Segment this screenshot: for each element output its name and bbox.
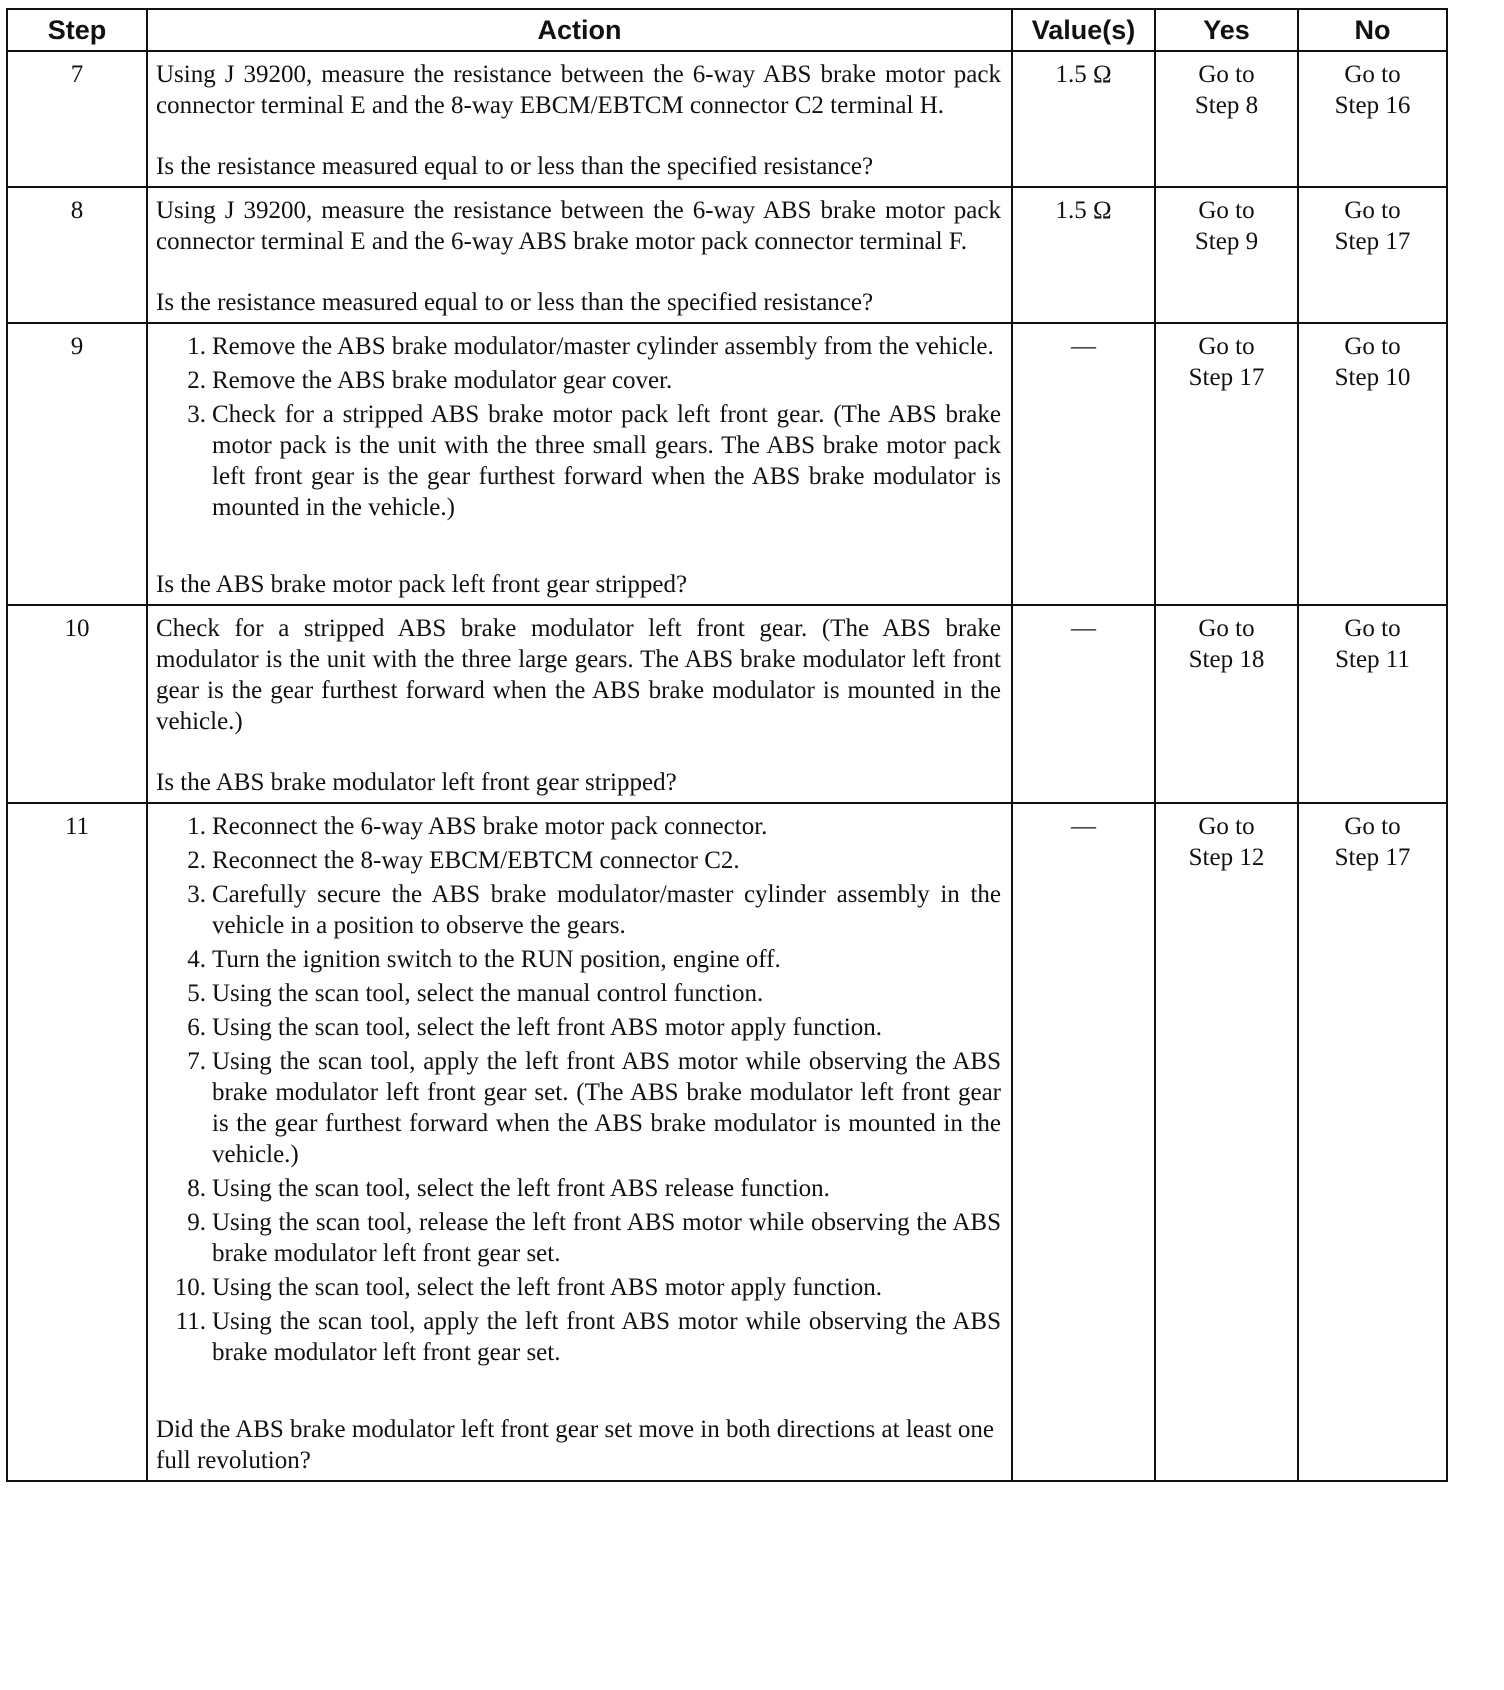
yes-cell bbox=[1155, 803, 1298, 1481]
yes-step: Step 12 bbox=[1188, 844, 1265, 871]
action-list bbox=[156, 331, 1001, 523]
list-item bbox=[156, 331, 1001, 362]
list-item-number: 5. bbox=[187, 980, 206, 1007]
list-item-text: Remove the ABS brake modulator gear cover. bbox=[212, 367, 673, 394]
diagnostic-table bbox=[6, 8, 1448, 1482]
yes-goto: Go to bbox=[1198, 615, 1255, 642]
table-row-step-11 bbox=[7, 803, 1447, 1481]
value-cell: 1.5 Ω bbox=[1012, 51, 1155, 187]
yes-step: Step 18 bbox=[1188, 646, 1265, 673]
list-item-text: Using the scan tool, select the left front ABS release function. bbox=[212, 1175, 830, 1202]
list-item bbox=[156, 811, 1001, 842]
list-item bbox=[156, 1012, 1001, 1043]
step-number: 11 bbox=[7, 803, 147, 1481]
list-item-number: 4. bbox=[187, 946, 206, 973]
no-cell bbox=[1298, 803, 1447, 1481]
list-item-number: 11. bbox=[175, 1308, 206, 1335]
no-goto: Go to bbox=[1344, 61, 1401, 88]
value-cell: — bbox=[1012, 803, 1155, 1481]
yes-step: Step 17 bbox=[1188, 364, 1265, 391]
action-text: Check for a stripped ABS brake modulator left front gear. (The ABS brake modulator is the unit with the three large gears. The ABS brake modulator left front gear is the gear furthest forward when the ABS brake modulator is mounted in the vehicle.) bbox=[156, 615, 1001, 735]
action-question: Did the ABS brake modulator left front gear set move in both directions at least one full revolution? bbox=[156, 1416, 994, 1474]
action-list bbox=[156, 811, 1001, 1368]
list-item-number: 6. bbox=[187, 1014, 206, 1041]
yes-cell bbox=[1155, 187, 1298, 323]
header-row bbox=[7, 9, 1447, 51]
diagnostic-page bbox=[6, 8, 1446, 1482]
list-item bbox=[156, 1173, 1001, 1204]
list-item bbox=[156, 365, 1001, 396]
no-step: Step 11 bbox=[1335, 646, 1410, 673]
action-text: Using J 39200, measure the resistance between the 6-way ABS brake motor pack connector terminal E and the 6-way ABS brake motor pack connector terminal F. bbox=[156, 197, 1001, 255]
table-row-step-8 bbox=[7, 187, 1447, 323]
yes-goto: Go to bbox=[1198, 197, 1255, 224]
action-text: Using J 39200, measure the resistance between the 6-way ABS brake motor pack connector terminal E and the 8-way EBCM/EBTCM connector C2 terminal H. bbox=[156, 61, 1001, 119]
list-item bbox=[156, 1272, 1001, 1303]
no-step: Step 10 bbox=[1334, 364, 1411, 391]
action-question: Is the ABS brake motor pack left front gear stripped? bbox=[156, 571, 688, 598]
table-row-step-7 bbox=[7, 51, 1447, 187]
yes-step: Step 9 bbox=[1194, 228, 1259, 255]
no-goto: Go to bbox=[1344, 333, 1401, 360]
list-item-text: Using the scan tool, release the left front ABS motor while observing the ABS brake modulator left front gear set. bbox=[212, 1209, 1001, 1267]
step-number: 9 bbox=[7, 323, 147, 605]
list-item-number: 2. bbox=[187, 367, 206, 394]
action-cell bbox=[147, 51, 1012, 187]
list-item bbox=[156, 1306, 1001, 1368]
step-number: 10 bbox=[7, 605, 147, 803]
list-item-number: 10. bbox=[174, 1274, 206, 1301]
list-item-text: Using the scan tool, select the left front ABS motor apply function. bbox=[212, 1014, 883, 1041]
step-number: 7 bbox=[7, 51, 147, 187]
no-cell bbox=[1298, 605, 1447, 803]
list-item-number: 2. bbox=[187, 847, 206, 874]
no-goto: Go to bbox=[1344, 813, 1401, 840]
yes-cell bbox=[1155, 51, 1298, 187]
list-item-text: Reconnect the 6-way ABS brake motor pack connector. bbox=[212, 813, 768, 840]
list-item bbox=[156, 944, 1001, 975]
value-cell: — bbox=[1012, 605, 1155, 803]
yes-cell bbox=[1155, 605, 1298, 803]
no-step: Step 17 bbox=[1334, 228, 1411, 255]
list-item-number: 1. bbox=[187, 333, 206, 360]
yes-goto: Go to bbox=[1198, 813, 1255, 840]
table-row-step-9 bbox=[7, 323, 1447, 605]
yes-goto: Go to bbox=[1198, 333, 1255, 360]
value-cell: 1.5 Ω bbox=[1012, 187, 1155, 323]
list-item-text: Check for a stripped ABS brake motor pack left front gear. (The ABS brake motor pack is the unit with the three small gears. The ABS brake motor pack left front gear is the gear furthest forward when the ABS brake modulator is mounted in the vehicle.) bbox=[212, 401, 1001, 521]
value-cell: — bbox=[1012, 323, 1155, 605]
list-item-text: Using the scan tool, select the manual control function. bbox=[212, 980, 764, 1007]
list-item-number: 1. bbox=[187, 813, 206, 840]
no-goto: Go to bbox=[1344, 197, 1401, 224]
no-cell bbox=[1298, 323, 1447, 605]
list-item-text: Reconnect the 8-way EBCM/EBTCM connector C2. bbox=[212, 847, 740, 874]
list-item-text: Using the scan tool, apply the left front ABS motor while observing the ABS brake modulator left front gear set. (The ABS brake modulator left front gear is the gear furthest forward when the ABS brake modulator is mounted in the vehicle.) bbox=[212, 1048, 1001, 1168]
yes-step: Step 8 bbox=[1194, 92, 1259, 119]
list-item bbox=[156, 879, 1001, 941]
list-item-number: 9. bbox=[187, 1209, 206, 1236]
action-question: Is the ABS brake modulator left front gear stripped? bbox=[156, 769, 677, 796]
action-question: Is the resistance measured equal to or less than the specified resistance? bbox=[156, 289, 874, 316]
header-step: Step bbox=[7, 9, 147, 51]
action-cell bbox=[147, 187, 1012, 323]
list-item bbox=[156, 1207, 1001, 1269]
list-item bbox=[156, 1046, 1001, 1170]
table-row-step-10 bbox=[7, 605, 1447, 803]
yes-cell bbox=[1155, 323, 1298, 605]
list-item-text: Turn the ignition switch to the RUN position, engine off. bbox=[212, 946, 781, 973]
list-item-number: 7. bbox=[187, 1048, 206, 1075]
header-no: No bbox=[1298, 9, 1447, 51]
action-cell bbox=[147, 323, 1012, 605]
header-action: Action bbox=[147, 9, 1012, 51]
list-item-text: Using the scan tool, select the left front ABS motor apply function. bbox=[212, 1274, 883, 1301]
step-number: 8 bbox=[7, 187, 147, 323]
action-cell bbox=[147, 803, 1012, 1481]
list-item-number: 8. bbox=[187, 1175, 206, 1202]
list-item-number: 3. bbox=[187, 401, 206, 428]
action-cell bbox=[147, 605, 1012, 803]
list-item bbox=[156, 845, 1001, 876]
no-step: Step 17 bbox=[1334, 844, 1411, 871]
header-values: Value(s) bbox=[1012, 9, 1155, 51]
header-yes: Yes bbox=[1155, 9, 1298, 51]
list-item bbox=[156, 399, 1001, 523]
action-question: Is the resistance measured equal to or less than the specified resistance? bbox=[156, 153, 874, 180]
no-cell bbox=[1298, 187, 1447, 323]
list-item-text: Using the scan tool, apply the left front ABS motor while observing the ABS brake modulator left front gear set. bbox=[212, 1308, 1001, 1366]
yes-goto: Go to bbox=[1198, 61, 1255, 88]
list-item-text: Remove the ABS brake modulator/master cylinder assembly from the vehicle. bbox=[212, 333, 994, 360]
no-step: Step 16 bbox=[1334, 92, 1411, 119]
no-cell bbox=[1298, 51, 1447, 187]
no-goto: Go to bbox=[1344, 615, 1401, 642]
list-item-number: 3. bbox=[187, 881, 206, 908]
list-item bbox=[156, 978, 1001, 1009]
list-item-text: Carefully secure the ABS brake modulator/master cylinder assembly in the vehicle in a position to observe the gears. bbox=[212, 881, 1001, 939]
